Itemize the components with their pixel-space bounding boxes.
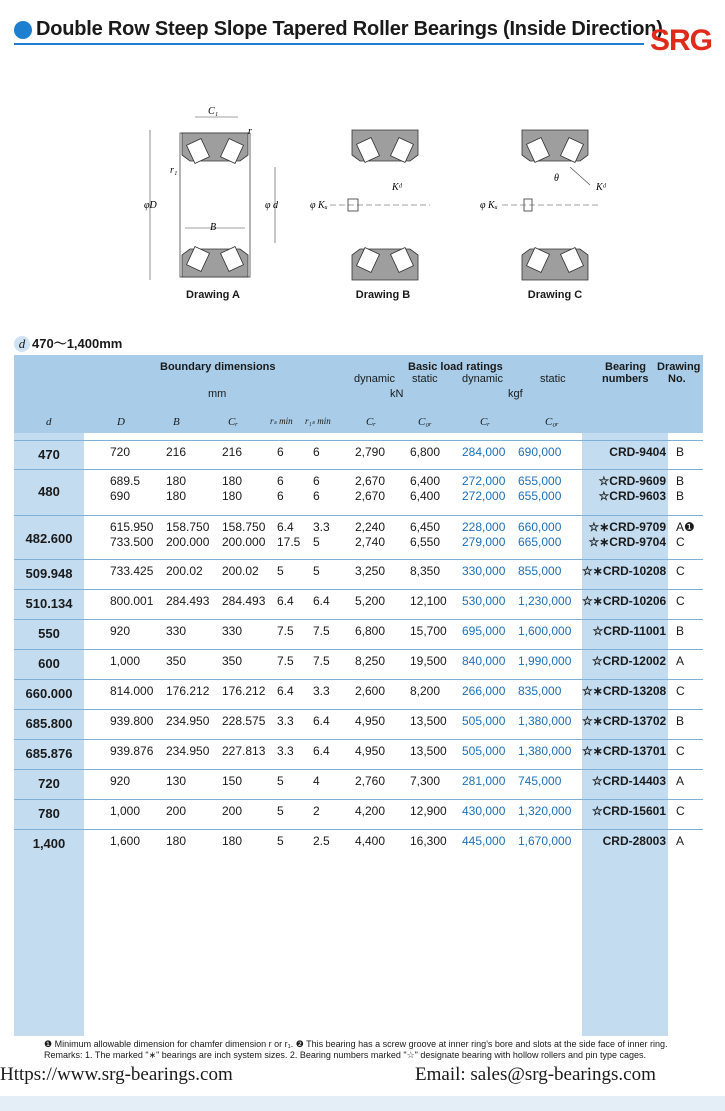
cell-r1s: 6	[313, 474, 320, 488]
cell-c1: 227.813	[222, 744, 266, 758]
cell-c0rk: 745,000	[518, 774, 562, 788]
cell-d: 690	[110, 489, 131, 503]
srg-logo: SRG	[650, 24, 713, 57]
label-r: r	[248, 126, 252, 137]
cell-c0r: 13,500	[410, 714, 447, 728]
cell-c1: 176.212	[222, 684, 266, 698]
label-b: B	[210, 222, 217, 233]
bore-diameter-cell: 720	[38, 776, 60, 791]
row-separator	[14, 440, 703, 441]
header-drawing: Drawing	[657, 361, 701, 373]
bore-diameter-cell: 1,400	[32, 836, 66, 851]
cell-c1: 180	[222, 474, 243, 488]
cell-d: 720	[110, 445, 131, 459]
cell-r1s: 6.4	[313, 594, 330, 608]
header-basic-load-ratings: Basic load ratings	[408, 361, 503, 373]
drawing-no-cell: C	[676, 594, 685, 608]
cell-d: 615.950	[110, 520, 154, 534]
drawing-c-figure	[480, 130, 607, 280]
cell-crk: 840,000	[462, 654, 506, 668]
bore-range	[14, 333, 122, 352]
label-c1: C₁	[208, 106, 219, 117]
cell-crk: 505,000	[462, 714, 506, 728]
sym-c0r-kgf: C₀ᵣ	[545, 416, 559, 428]
cell-rs: 5	[277, 774, 284, 788]
header-dynamic-kn: dynamic	[354, 373, 395, 385]
sym-cr: Cᵣ	[366, 416, 377, 428]
cell-r1s: 4	[313, 774, 320, 788]
cell-rs: 5	[277, 564, 284, 578]
cell-c0r: 6,400	[410, 474, 441, 488]
cell-c0rk: 1,230,000	[518, 594, 572, 608]
notes	[44, 1039, 668, 1061]
cell-d: 800.001	[110, 594, 154, 608]
cell-c0r: 19,500	[410, 654, 447, 668]
drawing-no-cell: B	[676, 714, 685, 728]
cell-rs: 6	[277, 489, 284, 503]
cell-b: 200.02	[166, 564, 203, 578]
cell-c1: 330	[222, 624, 243, 638]
cell-c0rk: 1,670,000	[518, 834, 572, 848]
bearing-number-cell: ☆∗CRD-9709	[588, 520, 666, 534]
cell-b: 350	[166, 654, 187, 668]
bearing-number-cell: ☆∗CRD-9704	[588, 535, 666, 549]
cell-cr: 2,240	[355, 520, 386, 534]
cell-crk: 272,000	[462, 489, 506, 503]
bearing-number-cell: ☆∗CRD-10206	[582, 594, 667, 608]
cell-d: 920	[110, 624, 131, 638]
cell-c0rk: 1,600,000	[518, 624, 572, 638]
cell-c1: 180	[222, 834, 243, 848]
cell-b: 216	[166, 445, 187, 459]
cell-c1: 200.000	[222, 535, 266, 549]
row-separator	[14, 649, 703, 650]
bore-diameter-cell: 510.134	[25, 596, 73, 611]
cell-c0r: 7,300	[410, 774, 441, 788]
header-no: No.	[668, 373, 686, 385]
cell-crk: 695,000	[462, 624, 506, 638]
cell-c0r: 6,550	[410, 535, 441, 549]
cell-c1: 350	[222, 654, 243, 668]
drawing-no-cell: C	[676, 804, 685, 818]
row-separator	[14, 739, 703, 740]
drawing-no-cell: C	[676, 564, 685, 578]
cell-cr: 2,760	[355, 774, 386, 788]
row-separator	[14, 799, 703, 800]
cell-c0rk: 1,380,000	[518, 744, 572, 758]
bore-diameter-cell: 480	[38, 484, 60, 499]
cell-cr: 4,950	[355, 714, 386, 728]
sym-c0r: C₀ᵣ	[418, 416, 432, 428]
cell-rs: 7.5	[277, 654, 294, 668]
cell-cr: 2,740	[355, 535, 386, 549]
cell-cr: 2,790	[355, 445, 386, 459]
cell-c0rk: 690,000	[518, 445, 562, 459]
bore-diameter-cell: 482.600	[25, 531, 73, 546]
bore-diameter-cell: 685.876	[25, 746, 73, 761]
bearing-number-cell: ☆CRD-15601	[591, 804, 666, 818]
cell-r1s: 5	[313, 564, 320, 578]
bearing-number-cell: ☆∗CRD-13701	[582, 744, 667, 758]
website-url[interactable]: Https://www.srg-bearings.com	[0, 1064, 233, 1085]
bearing-number-cell: ☆∗CRD-13702	[582, 714, 667, 728]
cell-d: 733.500	[110, 535, 154, 549]
sym-d: d	[46, 416, 52, 428]
bottom-bar	[0, 1096, 725, 1111]
header-numbers: numbers	[602, 373, 649, 385]
cell-d: 1,000	[110, 804, 141, 818]
label-kw-b: φ Kᵤ	[310, 200, 328, 211]
cell-r1s: 6.4	[313, 744, 330, 758]
bore-diameter-cell: 685.800	[25, 716, 73, 731]
bearing-number-cell: ☆∗CRD-13208	[582, 684, 667, 698]
note-line-2: Remarks: 1. The marked "∗" bearings are inch system sizes. 2. Bearing numbers marked "☆" designate bearing with hollow rollers and pin type cages.	[44, 1050, 647, 1060]
cell-c0r: 8,200	[410, 684, 441, 698]
bore-diameter-cell: 600	[38, 656, 60, 671]
row-separator	[14, 515, 703, 516]
cell-d: 814.000	[110, 684, 154, 698]
note-line-1: ❶ Minimum allowable dimension for chamfer dimension r or r₁. ❷ This bearing has a screw groove at inner ring's bore and slots at the side face of inner ring.	[44, 1039, 668, 1049]
cell-crk: 530,000	[462, 594, 506, 608]
cell-r1s: 6	[313, 445, 320, 459]
cell-c0rk: 1,990,000	[518, 654, 572, 668]
cell-d: 733.425	[110, 564, 154, 578]
cell-crk: 505,000	[462, 744, 506, 758]
cell-c0r: 12,900	[410, 804, 447, 818]
header-kn: kN	[390, 388, 404, 400]
cell-c0r: 6,800	[410, 445, 441, 459]
cell-c0r: 15,700	[410, 624, 447, 638]
cell-r1s: 3.3	[313, 684, 330, 698]
cell-r1s: 2.5	[313, 834, 330, 848]
drawing-b-caption: Drawing B	[355, 289, 411, 301]
cell-c0rk: 660,000	[518, 520, 562, 534]
label-bore-d: φ d	[265, 200, 279, 211]
cell-c0r: 13,500	[410, 744, 447, 758]
cell-crk: 281,000	[462, 774, 506, 788]
cell-c1: 216	[222, 445, 243, 459]
cell-c1: 200	[222, 804, 243, 818]
title-bullet-icon	[14, 21, 32, 39]
cell-b: 284.493	[166, 594, 210, 608]
cell-cr: 4,400	[355, 834, 386, 848]
cell-rs: 6.4	[277, 520, 294, 534]
row-separator	[14, 769, 703, 770]
bearing-number-cell: ☆CRD-9603	[598, 489, 666, 503]
drawing-no-cell: C	[676, 744, 685, 758]
cell-d: 920	[110, 774, 131, 788]
cell-crk: 272,000	[462, 474, 506, 488]
cell-cr: 5,200	[355, 594, 386, 608]
bearing-number-cell: CRD-28003	[602, 834, 666, 848]
row-separator	[14, 829, 703, 830]
cell-b: 180	[166, 489, 187, 503]
cell-r1s: 2	[313, 804, 320, 818]
cell-c0rk: 855,000	[518, 564, 562, 578]
cell-crk: 445,000	[462, 834, 506, 848]
sym-cr-kgf: Cᵣ	[480, 416, 491, 428]
sym-c1: Cᵣ	[228, 416, 239, 428]
cell-c0rk: 655,000	[518, 489, 562, 503]
cell-c0r: 6,400	[410, 489, 441, 503]
bearing-drawings	[130, 95, 610, 285]
cell-rs: 3.3	[277, 714, 294, 728]
bore-symbol: d	[14, 336, 30, 352]
label-kd-b: Kᵈ	[392, 182, 402, 193]
header-static-kgf: static	[540, 373, 566, 385]
drawing-no-cell: A	[676, 834, 685, 848]
cell-c0rk: 1,380,000	[518, 714, 572, 728]
bearing-number-cell: ☆CRD-11001	[592, 624, 666, 638]
cell-r1s: 7.5	[313, 624, 330, 638]
header-mm: mm	[208, 388, 227, 400]
cell-c1: 200.02	[222, 564, 259, 578]
cell-b: 330	[166, 624, 187, 638]
cell-cr: 2,670	[355, 489, 386, 503]
row-separator	[14, 559, 703, 560]
cell-cr: 2,670	[355, 474, 386, 488]
cell-crk: 228,000	[462, 520, 506, 534]
cell-d: 1,600	[110, 834, 141, 848]
cell-b: 176.212	[166, 684, 210, 698]
drawing-no-cell: A	[676, 654, 685, 668]
cell-c0r: 8,350	[410, 564, 441, 578]
row-separator	[14, 469, 703, 470]
cell-rs: 5	[277, 834, 284, 848]
cell-c0r: 6,450	[410, 520, 441, 534]
label-kw-c: φ Kᵤ	[480, 200, 498, 211]
drawing-no-cell: B	[676, 624, 685, 638]
header-dynamic-kgf: dynamic	[462, 373, 503, 385]
bore-diameter-cell: 509.948	[25, 566, 73, 581]
contact-email[interactable]: Email: sales@srg-bearings.com	[415, 1064, 656, 1085]
cell-rs: 6	[277, 445, 284, 459]
label-outer-d: φD	[144, 200, 157, 211]
cell-cr: 4,950	[355, 744, 386, 758]
cell-cr: 8,250	[355, 654, 386, 668]
row-separator	[14, 709, 703, 710]
cell-c1: 150	[222, 774, 243, 788]
cell-b: 158.750	[166, 520, 210, 534]
drawing-b-figure	[310, 130, 430, 280]
cell-d: 689.5	[110, 474, 141, 488]
drawing-no-cell: A❶	[676, 520, 695, 534]
bore-diameter-cell: 780	[38, 806, 60, 821]
cell-c0rk: 1,320,000	[518, 804, 572, 818]
cell-c1: 180	[222, 489, 243, 503]
bore-range-text: 470～1,400mm	[32, 336, 123, 351]
cell-b: 200	[166, 804, 187, 818]
cell-rs: 6.4	[277, 594, 294, 608]
bearing-number-cell: ☆CRD-12002	[591, 654, 666, 668]
cell-rs: 7.5	[277, 624, 294, 638]
cell-crk: 430,000	[462, 804, 506, 818]
cell-r1s: 6	[313, 489, 320, 503]
row-separator	[14, 679, 703, 680]
sym-rs-min: rₛ min	[270, 416, 293, 426]
drawing-a-figure	[144, 106, 279, 280]
cell-d: 939.876	[110, 744, 154, 758]
cell-b: 180	[166, 834, 187, 848]
bearing-number-cell: ☆CRD-9609	[598, 474, 666, 488]
cell-rs: 6	[277, 474, 284, 488]
cell-rs: 17.5	[277, 535, 301, 549]
title-underline	[14, 43, 644, 45]
cell-c1: 228.575	[222, 714, 266, 728]
cell-crk: 284,000	[462, 445, 506, 459]
drawing-no-cell: A	[676, 774, 685, 788]
drawing-no-cell: B	[676, 474, 685, 488]
cell-r1s: 5	[313, 535, 320, 549]
cell-b: 180	[166, 474, 187, 488]
bore-column-fill	[14, 433, 84, 1036]
sym-r1s-min: r₁ₛ min	[305, 416, 331, 426]
bore-diameter-cell: 470	[38, 447, 60, 462]
cell-crk: 330,000	[462, 564, 506, 578]
cell-c0rk: 665,000	[518, 535, 562, 549]
sym-b: B	[173, 416, 180, 428]
cell-cr: 4,200	[355, 804, 386, 818]
header-bearing: Bearing	[605, 361, 646, 373]
cell-rs: 5	[277, 804, 284, 818]
row-separator	[14, 589, 703, 590]
cell-c0rk: 835,000	[518, 684, 562, 698]
label-theta: θ	[554, 173, 559, 184]
bearing-number-cell: ☆CRD-14403	[591, 774, 666, 788]
cell-rs: 6.4	[277, 684, 294, 698]
header-kgf: kgf	[508, 388, 523, 400]
cell-crk: 279,000	[462, 535, 506, 549]
header-static-kn: static	[412, 373, 438, 385]
cell-c0r: 12,100	[410, 594, 447, 608]
row-separator	[14, 619, 703, 620]
cell-r1s: 6.4	[313, 714, 330, 728]
cell-crk: 266,000	[462, 684, 506, 698]
cell-c1: 284.493	[222, 594, 266, 608]
cell-d: 1,000	[110, 654, 141, 668]
page-title: Double Row Steep Slope Tapered Roller Bearings (Inside Direction)	[36, 18, 663, 40]
cell-c1: 158.750	[222, 520, 266, 534]
sym-outer-d: D	[117, 416, 125, 428]
cell-cr: 6,800	[355, 624, 386, 638]
cell-b: 234.950	[166, 714, 210, 728]
drawing-c-caption: Drawing C	[527, 289, 583, 301]
drawing-no-cell: B	[676, 489, 685, 503]
label-kd-c: Kᵈ	[596, 182, 606, 193]
cell-r1s: 3.3	[313, 520, 330, 534]
cell-b: 234.950	[166, 744, 210, 758]
drawing-a-caption: Drawing A	[186, 289, 240, 301]
label-r1: r₁	[170, 165, 178, 176]
drawing-no-cell: C	[676, 535, 685, 549]
cell-c0rk: 655,000	[518, 474, 562, 488]
cell-rs: 3.3	[277, 744, 294, 758]
cell-d: 939.800	[110, 714, 154, 728]
bearing-number-cell: CRD-9404	[609, 445, 666, 459]
cell-c0r: 16,300	[410, 834, 447, 848]
header-boundary-dimensions: Boundary dimensions	[160, 361, 276, 373]
bore-diameter-cell: 660.000	[25, 686, 73, 701]
cell-b: 200.000	[166, 535, 210, 549]
cell-r1s: 7.5	[313, 654, 330, 668]
bearing-number-cell: ☆∗CRD-10208	[582, 564, 667, 578]
drawing-no-cell: B	[676, 445, 685, 459]
drawing-no-cell: C	[676, 684, 685, 698]
cell-b: 130	[166, 774, 187, 788]
cell-cr: 3,250	[355, 564, 386, 578]
cell-cr: 2,600	[355, 684, 386, 698]
bore-diameter-cell: 550	[38, 626, 60, 641]
